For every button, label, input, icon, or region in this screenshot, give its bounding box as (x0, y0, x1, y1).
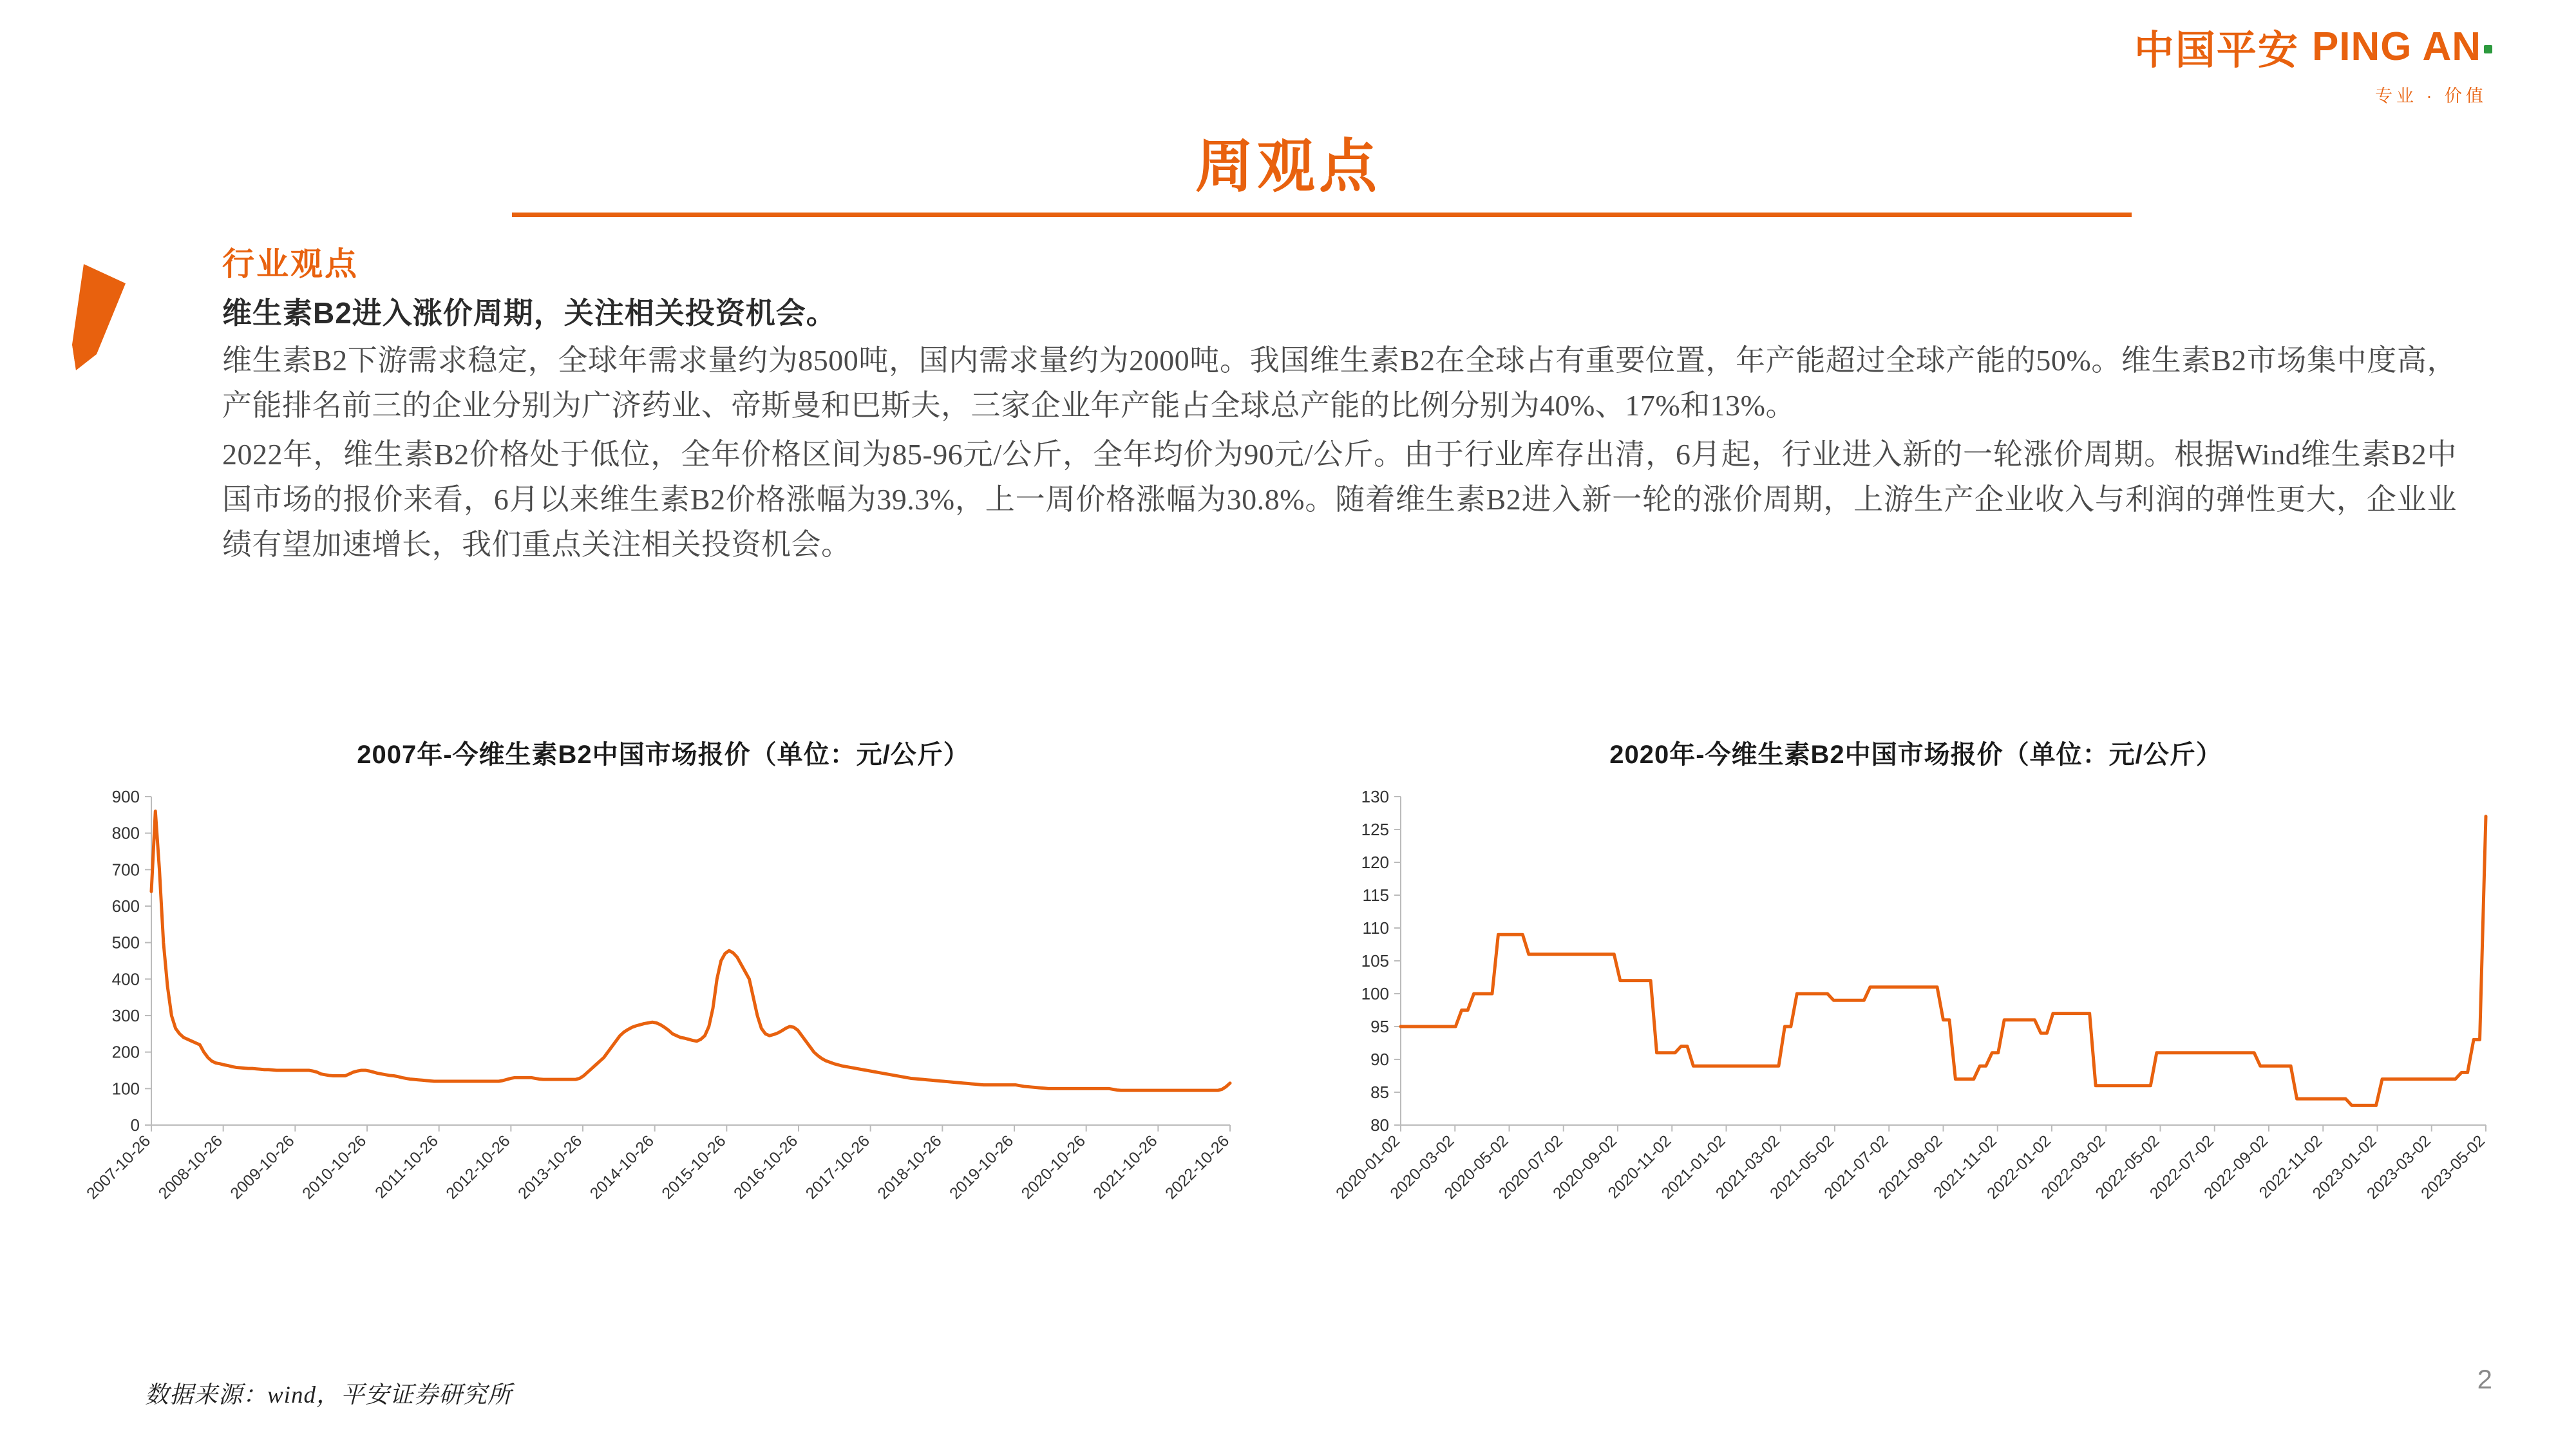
svg-text:600: 600 (111, 896, 140, 916)
svg-text:2011-10-26: 2011-10-26 (372, 1132, 442, 1202)
svg-text:2009-10-26: 2009-10-26 (227, 1132, 298, 1203)
page-title: 周观点 (1195, 135, 1381, 199)
svg-text:2023-05-02: 2023-05-02 (2418, 1132, 2489, 1203)
svg-text:2022-05-02: 2022-05-02 (2092, 1132, 2163, 1203)
svg-text:2010-10-26: 2010-10-26 (299, 1132, 370, 1203)
page-number: 2 (2477, 1364, 2492, 1394)
svg-text:100: 100 (1361, 984, 1389, 1003)
svg-text:2017-10-26: 2017-10-26 (802, 1132, 873, 1203)
svg-text:2020-11-02: 2020-11-02 (1604, 1132, 1675, 1202)
svg-text:90: 90 (1370, 1050, 1389, 1069)
svg-text:80: 80 (1370, 1115, 1389, 1135)
svg-text:400: 400 (111, 969, 140, 989)
chart-right-title: 2020年-今维生素B2中国市场报价（单位：元/公斤） (1609, 741, 2222, 769)
svg-text:2020-09-02: 2020-09-02 (1549, 1132, 1621, 1203)
svg-text:2022-01-02: 2022-01-02 (1984, 1132, 2055, 1203)
logo-row (2067, 18, 2492, 75)
section-lead: 维生素B2进入涨价周期，关注相关投资机会。 (222, 296, 837, 330)
chart-left-plot (77, 771, 1249, 1286)
chart-left-container (77, 734, 1249, 1301)
svg-text:2015-10-26: 2015-10-26 (658, 1132, 730, 1203)
svg-text:2023-01-02: 2023-01-02 (2309, 1132, 2380, 1203)
chart-right-plot (1327, 771, 2505, 1286)
svg-text:0: 0 (130, 1115, 140, 1135)
svg-text:2020-03-02: 2020-03-02 (1387, 1132, 1458, 1203)
svg-text:100: 100 (111, 1079, 140, 1099)
section-body (222, 338, 2457, 571)
source-note: 数据来源：wind，平安证券研究所 (145, 1382, 512, 1408)
chart-right-container (1327, 734, 2505, 1301)
body-paragraph-1: 维生素B2下游需求稳定，全球年需求量约为8500吨，国内需求量约为2000吨。我国维生素B2在全球占有重要位置，年产能超过全球产能的50%。维生素B2市场集中度高，产能排名前三的企业分别为广济药业、帝斯曼和巴斯夫，三家企业年产能占全球总产能的比例分别为40%、17%和13%。 (222, 344, 2457, 422)
svg-text:2021-10-26: 2021-10-26 (1090, 1132, 1161, 1203)
logo-tagline: 专业 · 价值 (2375, 86, 2487, 106)
svg-text:95: 95 (1370, 1017, 1389, 1036)
svg-text:115: 115 (1362, 886, 1389, 905)
svg-text:2021-07-02: 2021-07-02 (1821, 1132, 1892, 1203)
svg-text:700: 700 (111, 860, 140, 880)
svg-text:2022-11-02: 2022-11-02 (2255, 1132, 2326, 1202)
svg-text:900: 900 (111, 787, 140, 806)
logo-en-label: PING AN (2311, 24, 2481, 69)
svg-text:2021-11-02: 2021-11-02 (1930, 1132, 2001, 1202)
svg-text:2020-10-26: 2020-10-26 (1018, 1132, 1089, 1203)
svg-text:500: 500 (111, 933, 140, 952)
svg-text:200: 200 (111, 1042, 140, 1062)
pencil-icon (64, 258, 155, 386)
logo-chinese-text: 中国平安 (2134, 28, 2299, 73)
svg-text:2020-01-02: 2020-01-02 (1332, 1132, 1404, 1203)
svg-text:105: 105 (1361, 951, 1389, 971)
svg-text:2008-10-26: 2008-10-26 (155, 1132, 226, 1203)
svg-text:2014-10-26: 2014-10-26 (586, 1132, 658, 1203)
svg-text:2022-07-02: 2022-07-02 (2146, 1132, 2218, 1203)
svg-text:2018-10-26: 2018-10-26 (874, 1132, 945, 1203)
title-underline-rule (512, 213, 2132, 217)
svg-text:110: 110 (1362, 918, 1389, 938)
svg-text:85: 85 (1370, 1083, 1389, 1102)
body-paragraph-2: 2022年，维生素B2价格处于低位，全年价格区间为85-96元/公斤，全年均价为90元/公斤。由于行业库存出清，6月起，行业进入新的一轮涨价周期。根据Wind维生素B2中国市场的报价来看，6月以来维生素B2价格涨幅为39.3%，上一周价格涨幅为30.8%。随着维生素B2进入新一轮的涨价周期，上游生产企业收入与利润的弹性更大，企业业绩有望加速增长，我们重点关注相关投资机会。 (222, 437, 2457, 561)
svg-text:2013-10-26: 2013-10-26 (515, 1132, 586, 1203)
svg-text:2022-09-02: 2022-09-02 (2201, 1132, 2272, 1203)
svg-text:2016-10-26: 2016-10-26 (730, 1132, 802, 1203)
svg-text:2023-03-02: 2023-03-02 (2363, 1132, 2435, 1203)
svg-text:2020-07-02: 2020-07-02 (1495, 1132, 1567, 1203)
svg-text:120: 120 (1361, 853, 1389, 872)
svg-text:2021-05-02: 2021-05-02 (1766, 1132, 1838, 1203)
svg-text:2019-10-26: 2019-10-26 (946, 1132, 1018, 1203)
svg-text:300: 300 (111, 1006, 140, 1025)
svg-text:2021-09-02: 2021-09-02 (1875, 1132, 1946, 1203)
brand-logo (2067, 18, 2492, 106)
svg-text:2007-10-26: 2007-10-26 (83, 1132, 155, 1203)
svg-text:2022-03-02: 2022-03-02 (2038, 1132, 2109, 1203)
svg-text:2021-01-02: 2021-01-02 (1658, 1132, 1729, 1203)
logo-english-text (2312, 24, 2492, 70)
logo-green-dot-icon (2484, 45, 2492, 53)
svg-text:800: 800 (111, 823, 140, 843)
svg-text:125: 125 (1361, 820, 1389, 839)
svg-text:2021-03-02: 2021-03-02 (1712, 1132, 1784, 1203)
svg-text:2012-10-26: 2012-10-26 (442, 1132, 514, 1203)
section-heading: 行业观点 (222, 246, 359, 282)
svg-text:2020-05-02: 2020-05-02 (1441, 1132, 1512, 1203)
svg-text:2022-10-26: 2022-10-26 (1162, 1132, 1233, 1203)
svg-text:130: 130 (1361, 787, 1389, 806)
chart-left-title: 2007年-今维生素B2中国市场报价（单位：元/公斤） (357, 741, 970, 769)
